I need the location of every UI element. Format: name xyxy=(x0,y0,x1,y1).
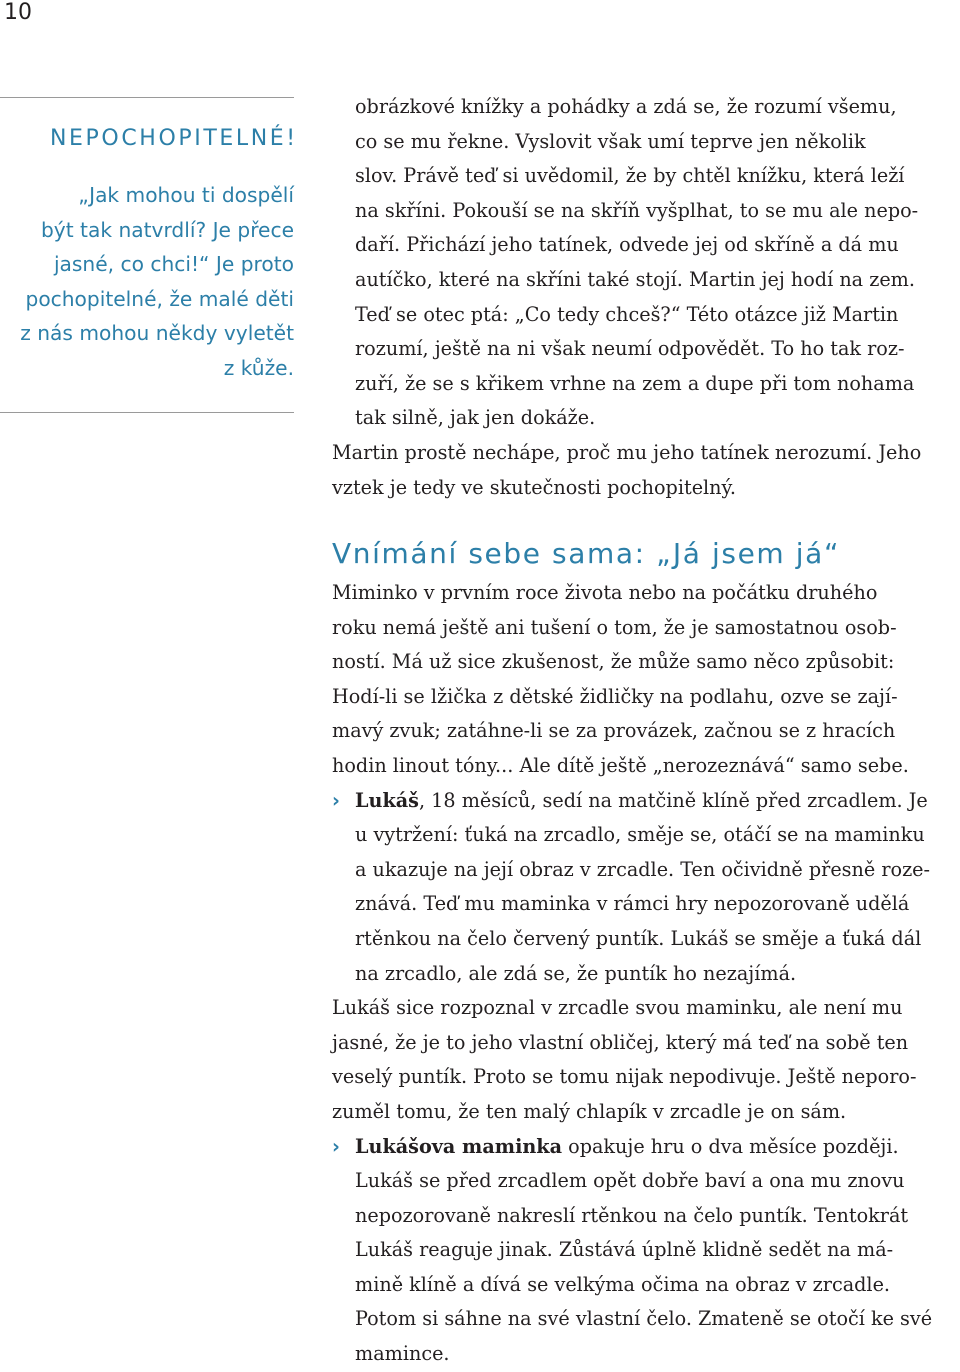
text-line: Lukáš sice rozpoznal v zrcadle svou maminku, ale není mu xyxy=(332,996,903,1020)
text-line: co se mu řekne. Vyslovit však umí teprve jen několik xyxy=(355,129,866,153)
text-line: nepozorovaně nakreslí rtěnkou na čelo puntík. Tentokrát xyxy=(355,1203,909,1227)
text-line: Hodí-li se lžička z dětské židličky na podlahu, ozve se zají- xyxy=(332,684,898,708)
sidebar-quote-line: z nás mohou někdy vyletět xyxy=(20,321,294,346)
example-first-line xyxy=(332,784,958,819)
sidebar-quote-line: být tak natvrdlí? Je přece xyxy=(40,217,294,242)
sidebar-quote-line: pochopitelné, že malé děti xyxy=(25,286,294,311)
section-heading: Vnímání sebe sama: „Já jsem já“ xyxy=(332,537,841,570)
example-name: Lukášova maminka xyxy=(355,1134,563,1158)
sidebar-top-rule xyxy=(0,97,294,98)
text-line: Teď se otec ptá: „Co tedy chceš?“ Této otázce již Martin xyxy=(355,302,899,326)
section-block xyxy=(332,532,958,1372)
text-line: jasné, že je to jeho vlastní obličej, který má teď na sobě ten xyxy=(332,1030,909,1054)
example-first-line xyxy=(332,1130,958,1165)
text-line: u vytržení: ťuká na zrcadlo, směje se, otáčí se na maminku xyxy=(355,823,925,847)
text-line: zuměl tomu, že ten malý chlapík v zrcadle je on sám. xyxy=(332,1099,847,1123)
text-line: zuří, že se s křikem vrhne na zem a dupe při tom nohama xyxy=(355,371,915,395)
chevron-right-icon: › xyxy=(332,788,340,812)
text-line: vztek je tedy ve skutečnosti pochopitelný. xyxy=(332,475,736,499)
text-line: mamince. xyxy=(355,1342,450,1366)
text-line: veselý puntík. Proto se tomu nijak nepodivuje. Ještě neporo- xyxy=(332,1065,917,1089)
text-line: tak silně, jak jen dokáže. xyxy=(355,406,596,430)
page-number: 10 xyxy=(4,0,32,25)
top-text-block xyxy=(332,90,958,505)
sidebar-quote-line: „Jak mohou ti dospělí xyxy=(78,183,294,207)
text-line: znává. Teď mu maminka v rámci hry nepozorovaně udělá xyxy=(355,892,910,916)
text-line: a ukazuje na její obraz v zrcadle. Ten očividně přesně roze- xyxy=(355,857,931,881)
text-line: Lukáš se před zrcadlem opět dobře baví a ona mu znovu xyxy=(355,1169,905,1193)
text-line: autíčko, které na skříni také stojí. Martin jej hodí na zem. xyxy=(355,267,915,291)
text-line: na skříni. Pokouší se na skříň vyšplhat, to se mu ale nepo- xyxy=(355,198,919,222)
sidebar-quote-line: jasné, co chci!“ Je proto xyxy=(53,252,294,277)
text-line: Potom si sáhne na své vlastní čelo. Zmateně se otočí ke své xyxy=(355,1307,933,1331)
text-line: rozumí, ještě na ni však neumí odpovědět. To ho tak roz- xyxy=(355,337,905,361)
text-line: daří. Přichází jeho tatínek, odvede jej od skříně a dá mu xyxy=(355,233,899,257)
example-text: opakuje hru o dva měsíce později. xyxy=(562,1134,899,1158)
text-line: hodin linout tóny... Ale dítě ještě „nerozeznává“ samo sebe. xyxy=(332,753,909,777)
text-line: Lukáš reaguje jinak. Zůstává úplně klidně sedět na má- xyxy=(355,1238,894,1262)
text-line: slov. Právě teď si uvědomil, že by chtěl knížku, která leží xyxy=(355,164,905,188)
text-line: na zrcadlo, ale zdá se, že puntík ho nezajímá. xyxy=(355,961,797,985)
text-line: roku nemá ještě ani tušení o tom, že je samostatnou osob- xyxy=(332,615,897,639)
chevron-right-icon: › xyxy=(332,1134,340,1158)
sidebar-box xyxy=(0,97,298,413)
sidebar-title: NEPOCHOPITELNÉ! xyxy=(50,126,298,151)
sidebar-quote xyxy=(0,178,294,386)
text-line: ností. Má už sice zkušenost, že může samo něco způsobit: xyxy=(332,650,895,674)
example-text: , 18 měsíců, sedí na matčině klíně před zrcadlem. Je xyxy=(418,788,928,812)
text-line: Miminko v prvním roce života nebo na počátku druhého xyxy=(332,581,878,604)
text-line: Martin prostě nechápe, proč mu jeho tatínek nerozumí. Jeho xyxy=(332,440,922,464)
text-line: obrázkové knížky a pohádky a zdá se, že rozumí všemu, xyxy=(355,95,897,118)
text-line: mavý zvuk; zatáhne-li se za provázek, začnou se z hracích xyxy=(332,719,896,743)
sidebar-bottom-rule xyxy=(0,412,294,413)
example-name: Lukáš xyxy=(355,788,419,812)
text-line: rtěnkou na čelo červený puntík. Lukáš se směje a ťuká dál xyxy=(355,926,922,950)
sidebar-quote-line: z kůže. xyxy=(223,355,294,380)
text-line: mině klíně a dívá se velkýma očima na obraz v zrcadle. xyxy=(355,1272,891,1296)
